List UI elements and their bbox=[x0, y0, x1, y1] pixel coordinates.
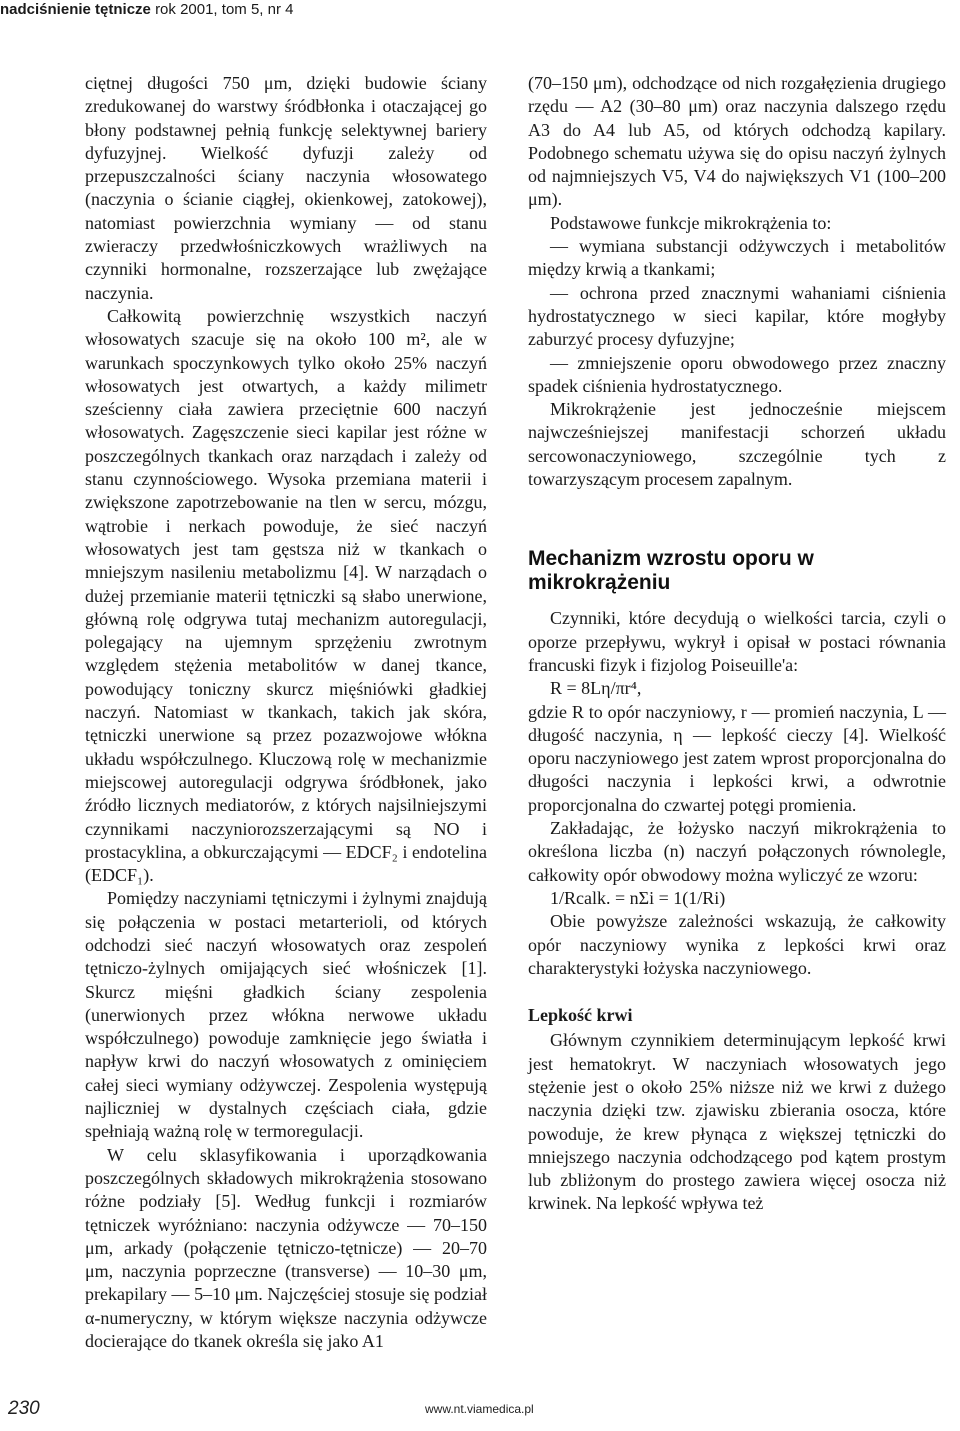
paragraph: gdzie R to opór naczyniowy, r — promień naczynia, L — długość naczynia, η — lepkość cieczy [4]. Wielkość oporu naczyniowego jest zatem wprost proporcjonalna do długości naczynia i lepkości krwi, a odwrotnie proporcjonalna do czwartej potęgi promienia. bbox=[528, 701, 946, 815]
paragraph: Czynniki, które decydują o wielkości tarcia, czyli o oporze przepływu, wykrył i opisał w postaci równania francuski fizyk i fizjolog Poiseuille'a: bbox=[528, 608, 946, 675]
section-title: Mechanizm wzrostu oporu w mikrokrążeniu bbox=[528, 547, 814, 595]
paragraph: Całkowitą powierzchnię wszystkich naczyń włosowatych szacuje się na około 100 m², ale w warunkach spoczynkowych tylko około 25% naczyń włosowatych jest otwartych, a każdy milimetr sześcienny ciała zawiera przeciętnie 600 naczyń włosowatych. Zagęszczenie sieci kapilar jest różne w poszczególnych tkankach oraz narządach i zależy od stanu czynnościowego. Wysoka przemiana materii i zwiększone zapotrzebowanie na tlen w sercu, mózgu, wątrobie i nerkach powoduje, że sieć naczyń włosowatych jest tam gęstsza niż w tkankach o mniejszym nasileniu metabolizmu [4]. W narządach o dużej przemianie materii tętniczki są słabo unerwione, główną rolę odgrywa tutaj mechanizm autoregulacji, polegający na ujemnym sprzężeniu zwrotnym względem stężenia metabolitów w danej tkance, powodujący toniczny skurcz mięśniówki gładkiej naczyń. Natomiast w tkankach, takich jak skóra, tętniczki unerwione są przez pozazwojowe włókna układu współczulnego. Kluczową rolę w mechanizmie miejscowej autoregulacji odgrywa śródbłonek, jako źródło licznych mediatorów, z których najsilniejszymi czynnikami naczyniorozszerzającymi są NO i prostacyklina, a obkurczającymi — EDCF₂ i endotelina (EDCF₁). bbox=[85, 305, 487, 886]
paragraph: (70–150 μm), odchodzące od nich rozgałęzienia drugiego rzędu — A2 (30–80 μm) oraz naczynia dalszego rzędu A3 do A4 lub A5, od których odchodzą kapilary. Podobnego schematu używa się do opisu naczyń żylnych od najmniejszych V5, V4 do największych V1 (100–200 μm). bbox=[528, 73, 946, 210]
running-header bbox=[0, 0, 960, 20]
paragraph: Obie powyższe zależności wskazują, że całkowity opór naczyniowy wynika z lepkości krwi oraz charakterystyki łożyska naczyniowego. bbox=[528, 911, 946, 978]
footer-url: www.nt.viamedica.pl bbox=[425, 1402, 534, 1416]
subsection-heading: Lepkość krwi bbox=[528, 1005, 633, 1026]
paragraph: Mikrokrążenie jest jednocześnie miejscem najwcześniejszej manifestacji schorzeń układu sercowonaczyniowego, szczególnie tych z towarzyszącym procesem zapalnym. bbox=[528, 399, 946, 490]
volume-info: rok 2001, tom 5, nr 4 bbox=[155, 1, 294, 18]
list-item: — wymiana substancji odżywczych i metabolitów między krwią a tkankami; bbox=[528, 236, 946, 280]
list-item: — zmniejszenie oporu obwodowego przez znaczny spadek ciśnienia hydrostatycznego. bbox=[528, 352, 946, 396]
right-column bbox=[528, 72, 946, 1216]
left-column bbox=[85, 72, 487, 1353]
paragraph: W celu sklasyfikowania i uporządkowania poszczególnych składowych mikrokrążenia stosowano różne podziały [5]. Według funkcji i rozmiarów tętniczek wyróżniano: naczynia odżywcze — 70–150 μm, arkady (połączenie tętniczo-tętnicze) — 20–70 μm, naczynia poprzeczne (transverse) — 10–30 μm, prekapilary — 5–10 μm. Najczęściej stosuje się podział α-numeryczny, w którym większe naczynia odżywcze docierające do tkanek określa się jako A1 bbox=[85, 1144, 487, 1352]
paragraph: Podstawowe funkcje mikrokrążenia to: bbox=[550, 212, 832, 233]
paragraph: Głównym czynnikiem determinującym lepkość krwi jest hematokryt. W naczyniach włosowatych jego stężenie jest o około 25% niższe niż we krwi z dużego naczynia dzięki tzw. zjawisku zbierania osocza, które powoduje, że krew płynąca z większej tętniczki do mniejszego naczynia odchodzącego pod kątem prostym lub zbliżonym do prostego zawiera więcej osocza niż krwinek. Na lepkość wpływa też bbox=[528, 1030, 946, 1214]
paragraph: Pomiędzy naczyniami tętniczymi i żylnymi znajdują się połączenia w postaci metarterioli, od których odchodzi sieć naczyń włosowatych oraz zespoleń tętniczo-żylnych omijających sieć włośniczek [1]. Skurcz mięśni gładkich ściany zespolenia (unerwionych przez włókna nerwowe układu współczulnego) powoduje zamknięcie jego światła i napływ krwi do naczyń włosowatych z ominięciem całej sieci wymiany odżywczej. Zespolenia występują najliczniej w dystalnych częściach ciała, gdzie spełniają ważną rolę w termoregulacji. bbox=[85, 888, 487, 1142]
page-number: 230 bbox=[8, 1398, 40, 1419]
journal-name: nadciśnienie tętnicze bbox=[0, 1, 151, 18]
list-item: — ochrona przed znacznymi wahaniami ciśnienia hydrostatycznego w sieci kapilar, które mogłyby zaburzyć procesy dyfuzyjne; bbox=[528, 282, 946, 350]
paragraph: Zakładając, że łożysko naczyń mikrokrążenia to określona liczba (n) naczyń połączonych równolegle, całkowity opór obwodowy można wyliczyć ze wzoru: bbox=[528, 818, 946, 885]
paragraph: ciętnej długości 750 μm, dzięki budowie ściany zredukowanej do warstwy śródbłonka i otaczającej go błony podstawnej pełnią funkcję selektywnej bariery dyfuzyjnej. Wielkość dyfuzji zależy od przepuszczalności ściany naczynia włosowatego (naczynia o ścianie ciągłej, okienkowej, zatokowej), natomiast powierzchnia wymiany — od stanu zwieraczy przedwłośniczkowych wrażliwych na czynniki hormonalne, rozszerzające lub zwężające naczynia. bbox=[85, 73, 487, 303]
poiseuille-formula: R = 8Lη/πr⁴, bbox=[550, 678, 642, 699]
resistance-formula: 1/Rcalk. = nΣi = 1(1/Ri) bbox=[550, 887, 726, 908]
